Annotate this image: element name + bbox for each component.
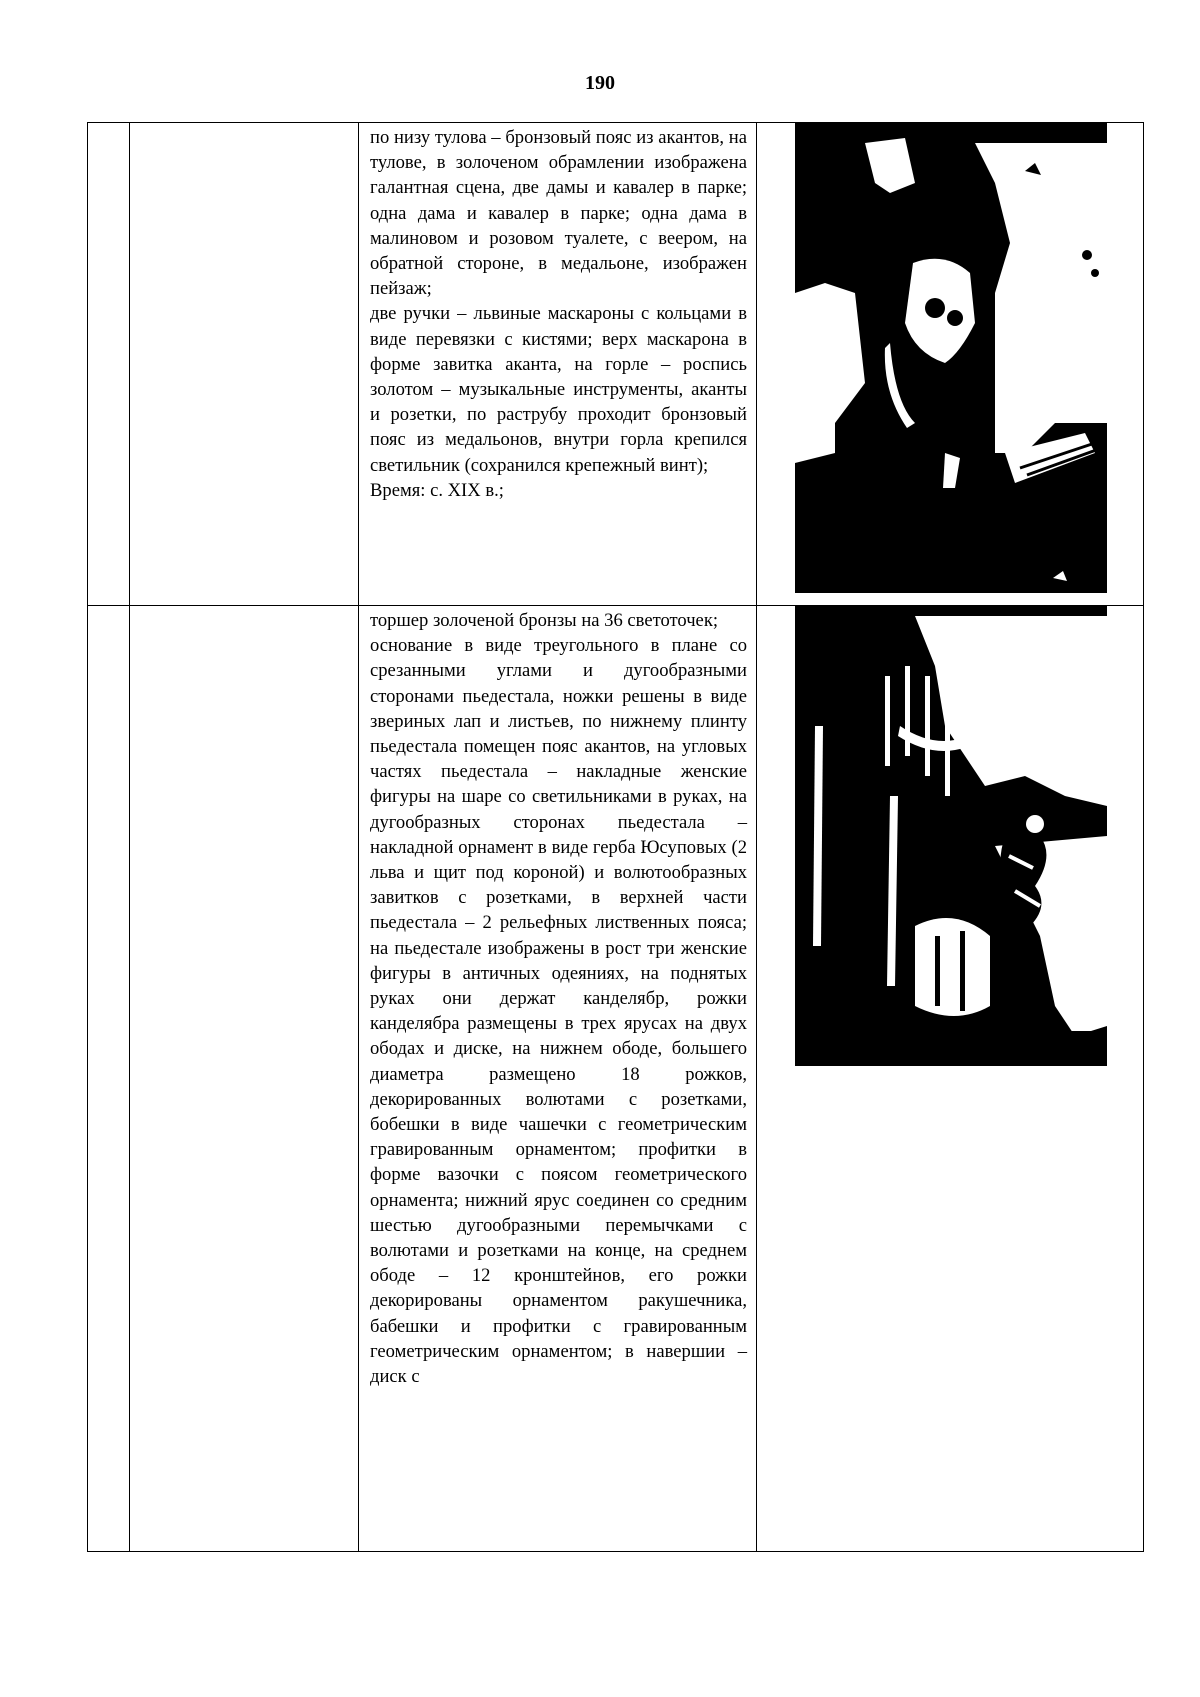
description-paragraph: две ручки – львиные маскароны с кольцами в виде перевязки с кистями; верх маскарона в форме завитка аканта, на горле – роспись золотом – музыкальные инструменты, аканты и розетки, по раструбу проходит бронзовый пояс из медальонов, внутри горла крепился светильник (сохранился крепежный винт); <box>370 303 747 476</box>
torchere-photo <box>795 606 1107 1066</box>
description-cell <box>359 123 757 606</box>
row-number-cell <box>88 123 130 606</box>
photo-cell <box>757 123 1144 606</box>
description-paragraph: Время: с. XIX в.; <box>370 479 504 501</box>
description-paragraph: торшер золоченой бронзы на 36 светоточек; <box>370 610 719 631</box>
vase-photo <box>795 123 1107 593</box>
description-paragraph: основание в виде треугольного в плане со срезанными углами и дугообразными сторонами пьедестала, ножки решены в виде звериных лап и листьев, по нижнему плинту пьедестала помещен пояс акантов, на угловых частях пьедестала – накладные женские фигуры на шаре со светильниками в руках, на дугообразных сторонах пьедестала – накладной орнамент в виде герба Юсуповых (2 льва и щит под короной) и волютообразных завитков с розетками, в верхней части пьедестала – 2 рельефных лиственных пояса; на пьедестале изображены в рост три женские фигуры в античных одеяниях, на поднятых руках они держат канделябр, рожки канделябра размещены в трех ярусах на двух ободах и диске, на нижнем ободе, большего диаметра размещено 18 рожков, декорированных волютами с розетками, бобешки в виде чашечки с геометрическим гравированным орнаментом; профитки в форме вазочки с поясом геометрического орнамента; нижний ярус соединен со средним шестью дугообразными перемычками с волютами и розетками на конце, на среднем ободе – 12 кронштейнов, его рожки декорированы орнаментом ракушечника, бабешки и профитки с гравированным геометрическим орнаментом; в навершии – диск с <box>370 635 747 1388</box>
description-paragraph: по низу тулова – бронзовый пояс из акантов, на тулове, в золоченом обрамлении изображена галантная сцена, две дамы и кавалер в парке; одна дама и кавалер в парке; одна дама в малиновом и розовом туалете, с веером, на обратной стороне, в медальоне, изображен пейзаж; <box>370 127 747 300</box>
row-number-cell <box>88 606 130 1552</box>
table-row <box>88 123 1144 606</box>
description-cell <box>359 606 757 1552</box>
item-name-cell <box>130 606 359 1552</box>
register-table <box>87 122 1144 1552</box>
item-name-cell <box>130 123 359 606</box>
page-number: 190 <box>585 72 615 94</box>
table-row <box>88 606 1144 1552</box>
photo-cell <box>757 606 1144 1552</box>
